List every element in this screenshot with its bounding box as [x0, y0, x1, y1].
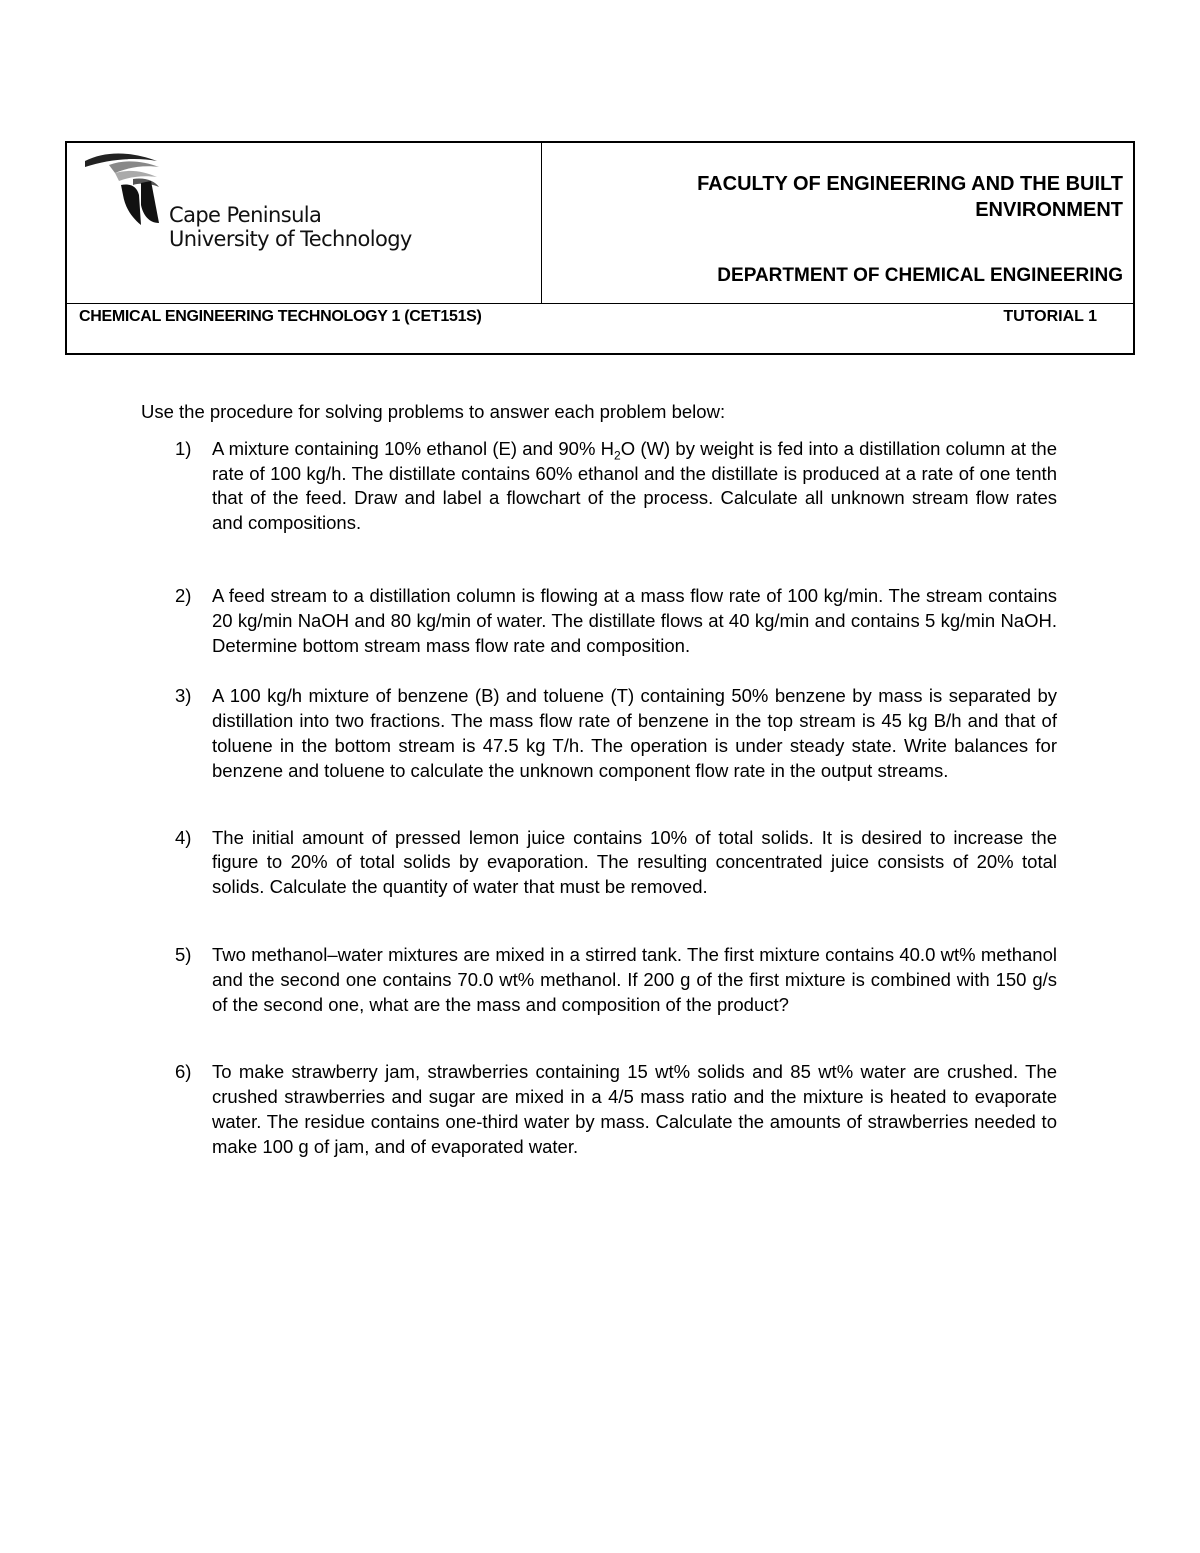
problem-text: To make strawberry jam, strawberries containing 15 wt% solids and 85 wt% water are crushed. The crushed strawberries and sugar are mixed in a 4/5 mass ratio and the mixture is heated to evaporate water. The residue contains one-third water by mass. Calculate the amounts of strawberries needed to make 100 g of jam, and of evaporated water. — [212, 1061, 1057, 1157]
problem-number: 6) — [175, 1061, 192, 1083]
problem-text-part: A mixture containing 10% ethanol (E) and 90% H — [212, 437, 615, 459]
course-row — [67, 303, 1133, 355]
intro-text: Use the procedure for solving problems to answer each problem below: — [141, 401, 726, 422]
problem-number: 3) — [175, 685, 192, 707]
problem-item — [141, 1060, 1057, 1159]
university-name-line1: Cape Peninsula — [169, 203, 322, 227]
faculty-cell — [542, 143, 1133, 303]
problem-text: A feed stream to a distillation column is flowing at a mass flow rate of 100 kg/min. The stream contains 20 kg/min NaOH and 80 kg/min of water. The distillate flows at 40 kg/min and contains 5 kg/min NaOH. Determine bottom stream mass flow rate and composition. — [212, 584, 1057, 656]
problem-text-part: O (W) by weight is fed into a distillation column at the rate of 100 kg/h. The distillate contains 60% ethanol and the distillate is produced at a rate of one tenth that of the feed. Draw and label a flowchart of the process. Calculate all unknown stream flow rates and compositions. — [212, 437, 1057, 534]
department-title: DEPARTMENT OF CHEMICAL ENGINEERING — [717, 265, 1123, 286]
problem-item — [141, 826, 1057, 900]
tutorial-label: TUTORIAL 1 — [1003, 308, 1097, 325]
subscript-2: 2 — [614, 448, 621, 463]
problem-number: 2) — [175, 584, 192, 606]
problem-item — [141, 437, 1057, 536]
university-name-line2: University of Technology — [169, 227, 412, 251]
problem-text: A 100 kg/h mixture of benzene (B) and toluene (T) containing 50% benzene by mass is separated by distillation into two fractions. The mass flow rate of benzene in the top stream is 45 kg B/h and that of toluene in the bottom stream is 47.5 kg T/h. The operation is under steady state. Write balances for benzene and toluene to calculate the unknown component flow rate in the output streams. — [212, 685, 1057, 781]
problem-number: 4) — [175, 826, 192, 848]
problem-item — [141, 943, 1057, 1017]
faculty-title: FACULTY OF ENGINEERING AND THE BUILT ENVIRONMENT — [697, 173, 1123, 221]
header-top-row — [67, 143, 1133, 304]
problem-item — [141, 584, 1057, 658]
tutorial-content — [141, 400, 1057, 1160]
course-title: CHEMICAL ENGINEERING TECHNOLOGY 1 (CET151S) — [79, 308, 482, 325]
problem-text: The initial amount of pressed lemon juice contains 10% of total solids. It is desired to increase the figure to 20% of total solids by evaporation. The resulting concentrated juice consists of 20% total solids. Calculate the quantity of water that must be removed. — [212, 826, 1057, 898]
university-name — [169, 203, 412, 251]
university-logo-icon — [85, 153, 175, 233]
problem-item — [141, 684, 1057, 783]
logo-cell — [67, 143, 542, 303]
problem-number: 1) — [175, 437, 192, 459]
problem-number: 5) — [175, 943, 192, 965]
problem-list — [141, 437, 1057, 1160]
header-table — [65, 141, 1135, 355]
problem-text: Two methanol–water mixtures are mixed in a stirred tank. The first mixture contains 40.0 wt% methanol and the second one contains 70.0 wt% methanol. If 200 g of the first mixture is combined with 150 g/s of the second one, what are the mass and composition of the product? — [212, 943, 1057, 1015]
